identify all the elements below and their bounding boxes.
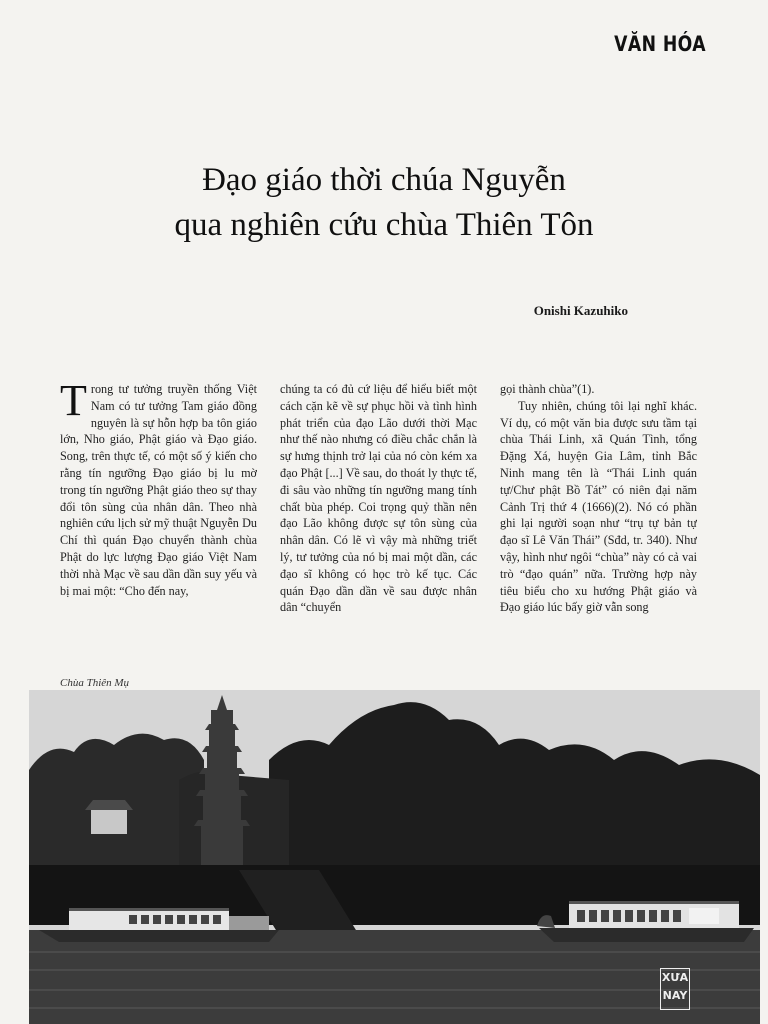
- column-2-text: chúng ta có đủ cứ liệu để hiểu biết một cách cặn kẽ về sự phục hồi và tình hình phát triển của đạo Lão dưới thời Mạc như thế nào nhưng có điều chắc chắn là sự hưng thịnh trở lại của nó còn kém xa đạo Phật [...] Về sau, do thoát ly thực tế, đi sâu vào những tín ngưỡng mang tính chất bùa phép. Coi trọng quỷ thần nên đạo Lão không được sự tôn sùng của nhân dân. Có lẽ vì vậy mà những triết lý, tư tưởng của nó bị mai một dần, các đạo sĩ không có học trò kế tục. Các quán Đạo dần dần về sau được nhân dân “chuyển: [280, 382, 477, 615]
- thien-mu-pagoda-photo: [29, 690, 760, 1024]
- title-line-2: qua nghiên cứu chùa Thiên Tôn: [174, 207, 594, 243]
- column-1-text: rong tư tưởng truyền thống Việt Nam có tư tưởng Tam giáo đồng nguyên là sự hỗn hợp ba tôn giáo lớn, Nho giáo, Phật giáo và Đạo giáo. Song, trên thực tế, có một số ý kiến cho rằng tín ngưỡng Đạo giáo bị lu mờ trong tín ngưỡng Phật giáo theo sự thay đổi tôn sùng của nhân dân. Theo nhà nghiên cứu lịch sử mỹ thuật Nguyễn Du Chí thì quán Đạo chuyển thành chùa Phật do lực lượng Đạo giáo Việt Nam thời nhà Mạc về sau dần dần suy yếu và bị mai một: “Cho đến nay,: [60, 382, 257, 598]
- logo-line-2: NAY: [662, 989, 688, 1002]
- drop-cap: T: [60, 381, 87, 425]
- title-line-1: Đạo giáo thời chúa Nguyễn: [202, 162, 566, 198]
- article-title: [0, 158, 768, 248]
- article-column-3: [500, 381, 697, 639]
- section-label: VĂN HÓA: [614, 32, 706, 56]
- article-column-1: [60, 381, 257, 639]
- photo-caption: Chùa Thiên Mụ: [60, 677, 130, 689]
- column-3-paragraph-1: gọi thành chùa”(1).: [500, 382, 595, 396]
- logo-line-1: XƯA: [661, 971, 689, 984]
- column-3-paragraph-2: Tuy nhiên, chúng tôi lại nghĩ khác. Ví dụ, có một văn bia được sưu tầm tại chùa Thái Linh, xã Quán Tình, tổng Đặng Xá, huyện Gia Lâm, tỉnh Bắc Ninh mang tên là “Thái Linh quán tự/Chư phật Bồ Tát” có niên đại năm Cảnh Trị thứ 4 (1666)(2). Nó có phần ghi lại người soạn như “trụ tự bản tự đạo sĩ Lê Văn Thái” (Sđd, tr. 340). Như vậy, hình như ngôi “chùa” này có cả vai trò “đạo quán” nữa. Trường hợp này tiêu biểu cho xu hướng Phật giáo và Đạo giáo lúc bấy giờ vẫn song: [500, 398, 697, 615]
- xua-nay-logo: [660, 968, 690, 1010]
- article-column-2: [280, 381, 477, 639]
- author-name: Onishi Kazuhiko: [533, 303, 628, 318]
